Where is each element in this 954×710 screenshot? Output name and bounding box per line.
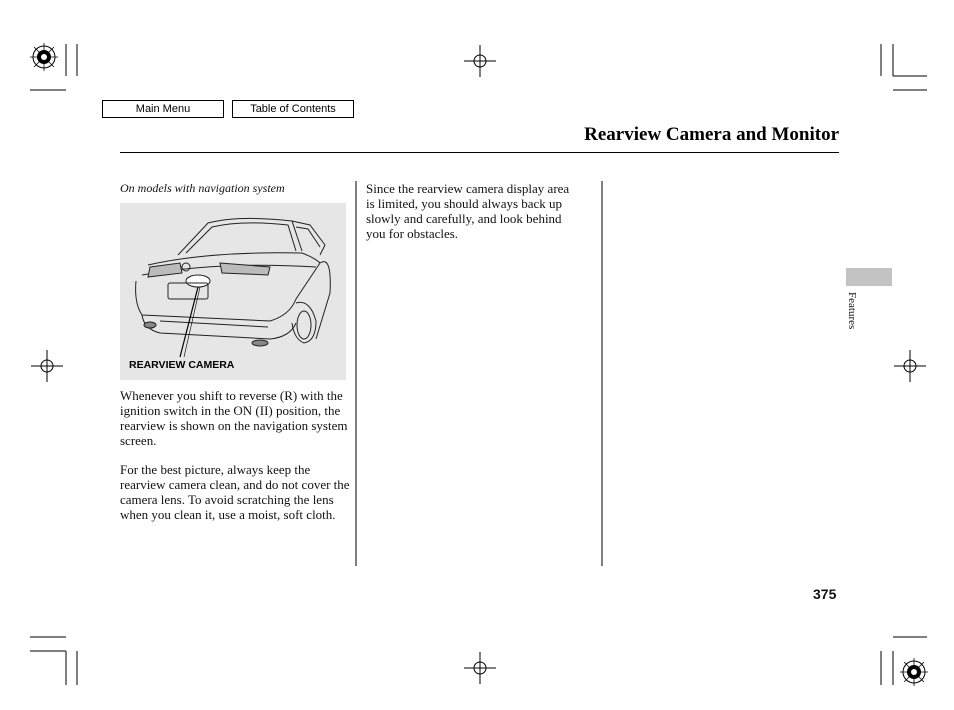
page-number: 375	[813, 586, 837, 602]
paragraph-cleaning: For the best picture, always keep the rearview camera clean, and do not cover the camera lens. To avoid scratching the lens when you clean it, use a moist, soft cloth.	[120, 462, 350, 522]
figure-caption: On models with navigation system	[120, 181, 285, 195]
paragraph-reverse: Whenever you shift to reverse (R) with the ignition switch in the ON (II) position, the rearview is shown on the navigation system screen.	[120, 388, 348, 448]
section-tab[interactable]	[846, 268, 892, 286]
table-of-contents-button[interactable]: Table of Contents	[232, 100, 354, 118]
starburst-mark-icon	[900, 658, 928, 686]
section-tab-label: Features	[846, 292, 858, 330]
page-title: Rearview Camera and Monitor	[584, 124, 839, 145]
main-menu-button[interactable]: Main Menu	[102, 100, 224, 118]
title-rule	[120, 152, 839, 153]
starburst-mark-icon	[30, 43, 58, 71]
rearview-camera-label: REARVIEW CAMERA	[129, 359, 235, 371]
car-rear-illustration	[120, 203, 346, 380]
rearview-camera-figure	[120, 203, 346, 380]
paragraph-back-up-slowly: Since the rearview camera display area is limited, you should always back up slowly and carefully, and look behind you for obstacles.	[366, 181, 570, 241]
